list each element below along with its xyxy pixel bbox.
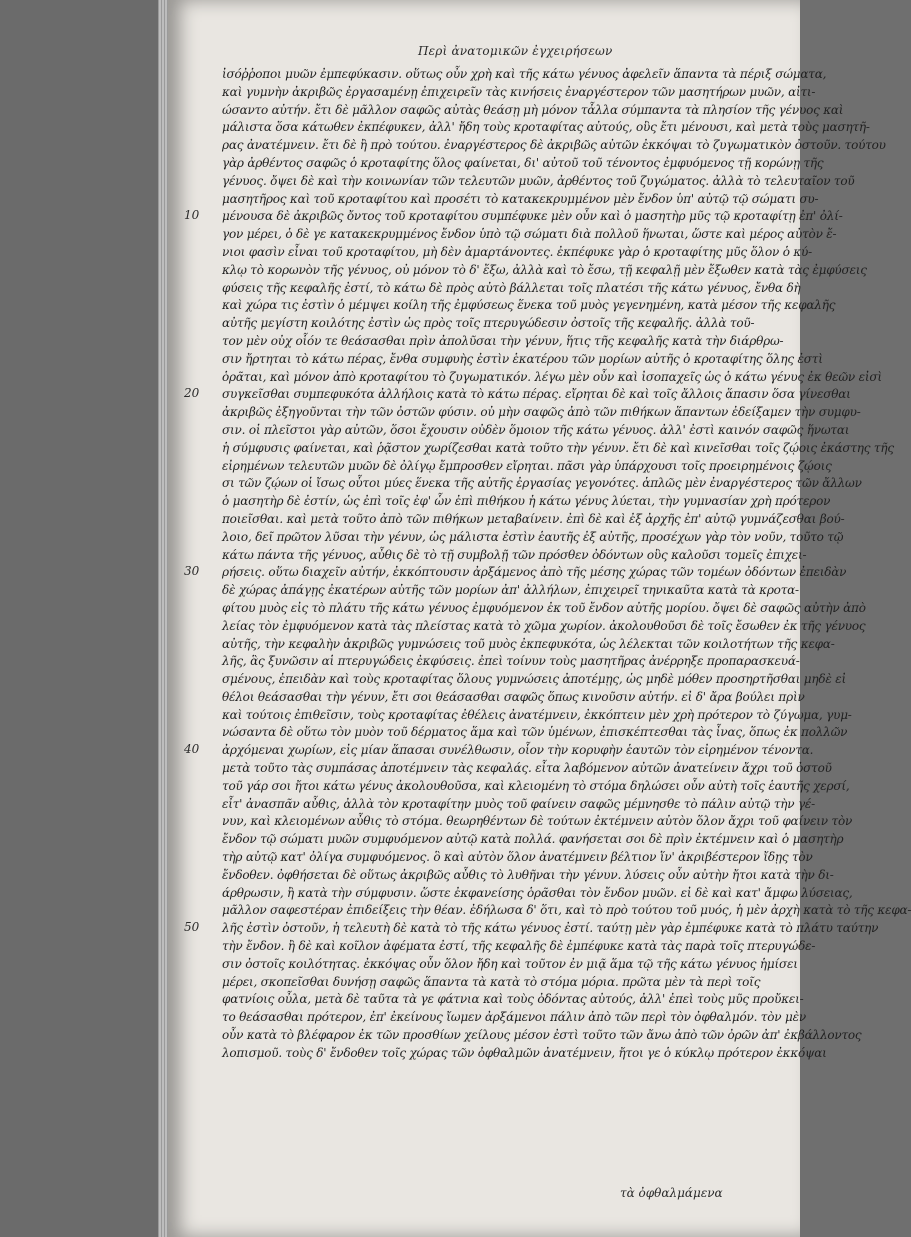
text-line: φύσεις τῆς κεφαλῆς ἐστί, τὸ κάτω δὲ πρὸς αὐτὸ βάλλεται τοῖς πλατέσι τῆς κάτω γένυος, ἔνθα δὴ xyxy=(222,280,801,295)
text-line: μέρει, σκοπεῖσθαι δυνήσῃ σαφῶς ἅπαντα τὰ κατὰ τὸ στόμα μόρια. πρῶτα μὲν τὰ περὶ τοῖς xyxy=(222,974,761,989)
line-number: 20 xyxy=(184,386,200,401)
text-line: κλῳ τὸ κορωνὸν τῆς γένυος, οὐ μόνον τὸ δ' ἔξω, ἀλλὰ καὶ τὸ ἔσω, τῇ κεφαλῇ μὲν ἔξωθεν κατὰ τὰς ἐμφύσεις xyxy=(222,262,867,277)
text-line: τοῦ γάρ σοι ἤτοι κάτω γένυς ἀκολουθοῦσα, καὶ κλειομένη τὸ στόμα δηλώσει οὖν αὐτὴ τοῖς ἑαυτῆς χερσί, xyxy=(222,778,850,793)
text-line: εἶτ' ἀνασπᾶν αὖθις, ἀλλὰ τὸν κροταφίτην μυὸς τοῦ φαίνειν σαφῶς μέμνησθε τὸ πάλιν αὐτῷ τὴν γέ- xyxy=(222,796,816,811)
text-line: μάλιστα ὅσα κάτωθεν ἐκπέφυκεν, ἀλλ' ἤδη τοὺς κροταφίτας αὐτούς, οὓς ἔτι μένουσι, καὶ μετὰ τοὺς μασητῆ- xyxy=(222,120,870,135)
text-line: φατνίοις οὖλα, μετὰ δὲ ταῦτα τὰ γε φάτνια καὶ τοὺς ὀδόντας αὐτούς, ἀλλ' ἐπεὶ τοὺς μῦς προὔκει- xyxy=(222,992,804,1007)
text-line: τὴν ἔνδον. ἢ δὲ καὶ κοῖλον ἀφέματα ἐστί, τῆς κεφαλῆς δὲ ἐμπέφυκε κατὰ τὰς παρὰ τοῖς πτερυγώδε- xyxy=(222,939,816,954)
text-line: μασητῆρος καὶ τοῦ κροταφίτου καὶ προσέτι τὸ κατακεκρυμμένον μὲν ἔνδον ὑπ' αὐτῷ τῷ σώματι συ- xyxy=(222,191,819,206)
text-line: γένυος. ὄψει δὲ καὶ τὴν κοινωνίαν τῶν τελευτῶν μυῶν, ἀρθέντος τοῦ ζυγώματος. ἀλλὰ τὸ τελευταῖον τοῦ xyxy=(222,173,855,188)
text-line: σιν ἤρτηται τὸ κάτω πέρας, ἔνθα συμφυὴς ἐστὶν ἑκατέρου τῶν μορίων αὐτῆς ὁ κροταφίτης ὅλης ἐστὶ xyxy=(222,351,823,366)
text-line: λείας τὸν ἐμφυόμενον κατὰ τὰς πλείστας κατὰ τὸ χῶμα χωρίον. ἀκολουθοῦσι δὲ τοῖς ἔσωθεν ἐκ τῆς γένυος xyxy=(222,618,866,633)
text-line: ἡ σύμφυσις φαίνεται, καὶ ῥᾷστον χωρίζεσθαι κατὰ τοῦτο τὴν γένυν. ἔτι δὲ καὶ κινεῖσθαι τοῖς ζῴοις ἐκάστης τῆς xyxy=(222,440,894,455)
text-line: γον μέρει, ὁ δὲ γε κατακεκρυμμένος ἔνδον ὑπὸ τῷ σώματι διὰ πολλοῦ ἥνωται, ὥστε καὶ μέρος αὐτὸν ἔ- xyxy=(222,227,837,242)
text-line: θέλοι θεάσασθαι τὴν γένυν, ἔτι σοι θεάσασθαι σαφῶς ὅπως κινοῦσιν αὐτήν. εἰ δ' ἄρα βούλει πρὶν xyxy=(222,689,805,704)
text-line: ἀκριβῶς ἐξηγοῦνται τὴν τῶν ὀστῶν φύσιν. οὐ μὴν σαφῶς ἀπὸ τῶν πιθήκων ἅπαντων ἐδείξαμεν τὴν συμφυ- xyxy=(222,405,861,420)
text-line: τὴρ αὐτῷ κατ' ὀλίγα συμφυόμενος. ὃ καὶ αὐτὸν ὅλον ἀνατέμνειν βέλτιον ἵν' ἀκριβέστερον ἴδῃς τὸν xyxy=(222,850,813,865)
text-line: κάτω πάντα τῆς γένυος, αὖθις δὲ τὸ τῇ συμβολῇ τῶν πρόσθεν ὀδόντων οὓς καλοῦσι τομεῖς ἐπιχει- xyxy=(222,547,807,562)
text-line: καὶ τούτοις ἐπιθεῖσιν, τοὺς κροταφίτας ἐθέλεις ἀνατέμνειν, ἐκκόπτειν μὲν χρὴ πρότερον τὸ ζύγωμα, γυμ- xyxy=(222,707,852,722)
line-number: 10 xyxy=(184,208,200,223)
text-line: σιν. οἱ πλεῖστοι γὰρ αὐτῶν, ὅσοι ἔχουσιν οὐδὲν ὅμοιον τῆς κάτω γένυος. ἀλλ' ἐστὶ καινόν σαφῶς ἥνωται xyxy=(222,422,850,437)
text-line: άρθρωσιν, ἢ κατὰ τὴν σύμφυσιν. ὥστε ἐκφανείσης ὁρᾶσθαι τὸν ἔνδον μυῶν. εἰ δὲ καὶ κατ' ἄμφω λύσειας, xyxy=(222,885,853,900)
text-line: ἀρχόμεναι χωρίων, εἰς μίαν ἅπασαι συνέλθωσιν, οἷον τὴν κορυφὴν ἑαυτῶν τὸν εἰρημένον τένοντα. xyxy=(222,743,814,758)
line-number: 40 xyxy=(184,742,200,757)
text-line: τον μὲν οὐχ οἷόν τε θεάσασθαι πρὶν ἀπολῦσαι τὴν γένυν, ἥτις τῆς κεφαλῆς κατὰ τὴν διάρθρω- xyxy=(222,333,784,348)
text-line: μᾶλλον σαφεστέραν ἐπιδείξεις τὴν θέαν. ἐδήλωσα δ' ὅτι, καὶ τὸ πρὸ τούτου τοῦ μυός, ἡ μὲν ἀρχὴ κατὰ τὸ τῆς κεφα- xyxy=(222,903,911,918)
text-line: γὰρ ἀρθέντος σαφῶς ὁ κροταφίτης ὅλος φαίνεται, δι' αὐτοῦ τοῦ τένοντος ἐμφυόμενος τῇ κορώνῃ τῆς xyxy=(222,155,824,170)
text-line: αὐτῆς μεγίστη κοιλότης ἐστὶν ὡς πρὸς τοῖς πτερυγώδεσιν ὀστοῖς τῆς κεφαλῆς. ἀλλὰ τοῦ- xyxy=(222,316,755,331)
text-line: αὐτῆς, τὴν κεφαλὴν ἀκριβῶς γυμνώσεις τοῦ μυὸς ἐκπεφυκότα, ὡς λέλεκται τῶν κοιλοτήτων τῆς κεφα- xyxy=(222,636,835,651)
line-number: 50 xyxy=(184,920,200,935)
text-line: καὶ γυμνὴν ἀκριβῶς ἐργασαμένῃ ἐπιχειρεῖν τὰς κινήσεις ἐναργέστερον τῶν μασητήρων μυῶν, αἰτι- xyxy=(222,84,816,99)
text-line: ποιεῖσθαι. καὶ μετὰ τοῦτο ἀπὸ τῶν πιθήκων μεταβαίνειν. ἐπὶ δὲ καὶ ἐξ ἀρχῆς ἐπ' αὐτῷ γυμνάζεσθαι βού- xyxy=(222,511,845,526)
text-line: δὲ χώρας ἀπάγῃς ἐκατέρων αὐτῆς τῶν μορίων ἀπ' ἀλλήλων, ἐπιχειρεῖ τηνικαῦτα κατὰ τὰ κροτα- xyxy=(222,583,799,598)
text-line: λοπισμοῦ. τοὺς δ' ἔνδοθεν τοῖς χώρας τῶν ὀφθαλμῶν ἀνατέμνειν, ἤτοι γε ὁ κύκλῳ πρότερον ἐκκόψαι xyxy=(222,1045,827,1060)
text-line: ρήσεις. οὕτω διαχεῖν αὐτήν, ἐκκόπτουσιν ἀρξάμενος ἀπὸ τῆς μέσης χώρας τῶν τομέων ὀδόντων ἐπειδὰν xyxy=(222,565,847,580)
text-line: ἔνδον τῷ σώματι μυῶν συμφυόμενον αὐτῷ κατὰ πολλά. φανήσεται σοι δὲ πρὶν ἐκτέμνειν καὶ ὁ μασητὴρ xyxy=(222,832,844,847)
text-line: λῆς, ἃς ξυνῶσιν αἱ πτερυγώδεις ἐκφύσεις. ἐπεὶ τοίνυν τοὺς μασητῆρας ἀνέρρηξε προπαρασκευά- xyxy=(222,654,800,669)
text-line: ρας ἀνατέμνειν. ἔτι δὲ ἢ πρὸ τούτου. ἐναργέστερος δὲ ἀκριβῶς αὐτῶν ἐκκόψαι τὸ ζυγωματικὸν ὀστοῦν. τούτου xyxy=(222,138,886,153)
text-line: λοιο, δεῖ πρῶτον λῦσαι τὴν γένυν, ὡς μάλιστα ἐστὶν ἑαυτῆς ἐξ αὐτῆς, προσέχων γὰρ τὸν νοῦν, τοῦτο τῷ xyxy=(222,529,844,544)
text-line: ἔνδοθεν. ὀφθήσεται δὲ οὕτως ἀκριβῶς αὖθις τὸ λυθῆναι τὴν γένυν. λύσεις οὖν αὐτὴν ἤτοι κατὰ τὴν δι- xyxy=(222,867,834,882)
text-line: σιν ὀστοῖς κοιλότητας. ἐκκόψας οὖν ὅλον ἤδη καὶ τοῦτον ἐν μιᾷ ἅμα τῷ τῆς κάτω γένυος ἡμίσει xyxy=(222,956,798,971)
text-line: ἰσόῤῥοποι μυῶν ἐμπεφύκασιν. οὕτως οὖν χρὴ καὶ τῆς κάτω γένυος ἀφελεῖν ἅπαντα τὰ πέριξ σώματα, xyxy=(222,67,827,81)
text-line: λῆς ἐστὶν ὀστοῦν, ἡ τελευτὴ δὲ κατὰ τὸ τῆς κάτω γένυος ἐστί. ταύτῃ μὲν γὰρ ἐμπέφυκε κατὰ τὸ πλάτυ ταύτην xyxy=(222,921,879,936)
text-line: μένουσα δὲ ἀκριβῶς ὄντος τοῦ κροταφίτου συμπέφυκε μὲν οὖν καὶ ὁ μασητὴρ μῦς τῷ κροταφίτῃ ἐπ' ὀλί- xyxy=(222,209,843,224)
text-line: σι τῶν ζῴων οἱ ἴσως οὗτοι μύες ἕνεκα τῆς αὐτῆς ἐργασίας γεγονότες. ἁπλῶς μὲν ἐναργέστερος τῶν ἄλλων xyxy=(222,476,862,491)
catchword: τὰ ὀφθαλμάμενα xyxy=(620,1186,723,1200)
text-line: εἰρημένων τελευτῶν μυῶν δὲ ὀλίγῳ ἔμπροσθεν εἴρηται. πᾶσι γὰρ ὑπάρχουσι τοῖς προειρημένοις ζῴοις xyxy=(222,458,832,473)
text-line: το θεάσασθαι πρότερον, ἐπ' ἐκείνους ἴωμεν ἀρξάμενοι πάλιν ἀπὸ τῶν περὶ τὸν ὀφθαλμόν. τὸν μὲν xyxy=(222,1010,806,1025)
text-line: οὖν κατὰ τὸ βλέφαρον ἐκ τῶν προσθίων χείλους μέσον ἐστὶ τοῦτο τῶν ἄνω ἀπὸ τῶν ὀρῶν ἀπ' ἐκβάλλοντος xyxy=(222,1028,862,1043)
text-line: νυν, καὶ κλειομένων αὖθις τὸ στόμα. θεωρηθέντων δὲ τούτων ἐκτέμνειν αὐτὸν ὅλον ἄχρι τοῦ φαίνειν τὸν xyxy=(222,814,853,829)
text-line: σμένους, ἐπειδὰν καὶ τοὺς κροταφίτας ὅλους γυμνώσεις ἀποτέμῃς, ὡς μηδὲ μόθεν προσηρτῆσθαι μηδὲ εἰ xyxy=(222,672,846,687)
running-head: Περὶ ἀνατομικῶν ἐγχειρήσεων xyxy=(418,44,613,58)
text-line: νιοι φασὶν εἶναι τοῦ κροταφίτου, μὴ δὲν ἀμαρτάνοντες. ἐκπέφυκε γὰρ ὁ κροταφίτης μῦς ὅλον ὁ κύ- xyxy=(222,244,812,259)
text-line: μετὰ τοῦτο τὰς συμπάσας ἀποτέμνειν τὰς κεφαλάς. εἶτα λαβόμενον αὐτῶν ἀνατείνειν ἄχρι τοῦ ὀστοῦ xyxy=(222,761,832,776)
text-line: ὁρᾶται, καὶ μόνον ἀπὸ κροταφίτου τὸ ζυγωματικόν. λέγω μὲν οὖν καὶ ἰσοπαχεῖς ὡς ὁ κάτω γένυς ἐκ θεῶν εἰσὶ xyxy=(222,369,882,384)
text-line: ώσαντο αὐτήν. ἔτι δὲ μᾶλλον σαφῶς αὐτὰς θεάσῃ μὴ μόνον τἆλλα σύμπαντα τὰ πλησίον τῆς γένυος καὶ xyxy=(222,102,844,117)
text-line: καὶ χώρα τις ἐστὶν ὁ μέμψει κοίλη τῆς ἐμφύσεως ἕνεκα τοῦ μυὸς γεγενημένη, κατὰ μέσον τῆς κεφαλῆς xyxy=(222,298,836,313)
text-line: συγκεῖσθαι συμπεφυκότα ἀλλήλοις κατὰ τὸ κάτω πέρας. εἴρηται δὲ καὶ τοῖς ἄλλοις ἅπασιν ὅσα γίνεσθαι xyxy=(222,387,851,402)
body-text xyxy=(222,66,911,1063)
text-line: ὁ μασητὴρ δὲ ἐστίν, ὡς ἐπὶ τοῖς ἐφ' ὧν ἐπὶ πιθήκου ἡ κάτω γένυς λύεται, τὴν γυμνασίαν χρὴ πρότερον xyxy=(222,494,831,509)
text-line: φίτου μυὸς εἰς τὸ πλάτυ τῆς κάτω γένυος ἐμφυόμενον ἐκ τοῦ ἔνδον αὐτῆς μορίου. ὄψει δὲ σαφῶς αὐτὴν ἀπὸ xyxy=(222,600,866,615)
text-line: νώσαντα δὲ οὕτω τὸν μυὸν τοῦ δέρματος ἅμα καὶ τῶν ὑμένων, ἐπισκέπτεσθαι τὰς ἶνας, ὅπως ἐκ πολλῶν xyxy=(222,725,848,740)
line-number: 30 xyxy=(184,564,200,579)
